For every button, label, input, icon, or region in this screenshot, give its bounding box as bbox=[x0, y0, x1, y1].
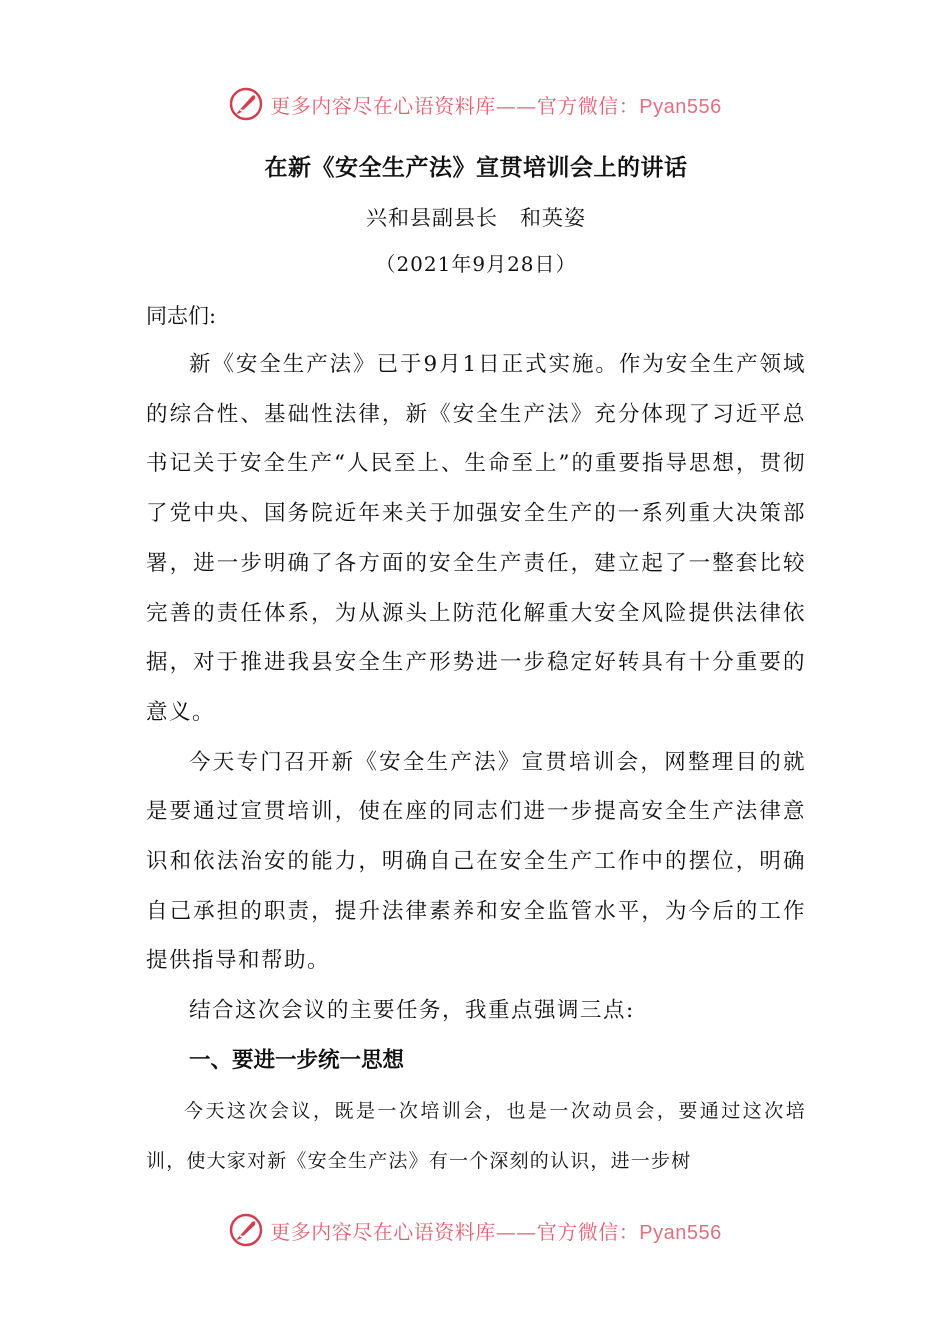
document-date: （2021年9月28日） bbox=[375, 252, 577, 276]
document-title: 在新《安全生产法》宣贯培训会上的讲话 bbox=[264, 154, 688, 181]
watermark-dash: —— bbox=[495, 93, 537, 118]
watermark-banner-bottom bbox=[0, 1212, 950, 1248]
watermark-wechat-id: Pyan556 bbox=[639, 95, 722, 118]
quill-logo-icon bbox=[228, 86, 264, 122]
watermark-wechat-label: 官方微信： bbox=[536, 93, 640, 118]
watermark-site-text: 更多内容尽在心语资料库 bbox=[270, 1219, 496, 1244]
watermark-banner-top bbox=[0, 86, 950, 122]
paragraph-1: 新《安全生产法》已于9月1日正式实施。作为安全生产领域的综合性、基础性法律，新《安全生产法》充分体现了习近平总书记关于安全生产“人民至上、生命至上”的重要指导思想，贯彻了党中央、国务院近年来关于加强安全生产的一系列重大决策部署，进一步明确了各方面的安全生产责任，建立起了一整套比较完善的责任体系，为从源头上防范化解重大安全风险提供法律依据，对于推进我县安全生产形势进一步稳定好转具有十分重要的意义。 bbox=[146, 352, 806, 725]
paragraph-2: 今天专门召开新《安全生产法》宣贯培训会，网整理目的就是要通过宣贯培训，使在座的同志们进一步提高安全生产法律意识和依法治安的能力，明确自己在安全生产工作中的摆位，明确自己承担的职责，提升法律素养和安全监管水平，为今后的工作提供指导和帮助。 bbox=[146, 749, 806, 974]
paragraph-4: 今天这次会议，既是一次培训会，也是一次动员会，要通过这次培训，使大家对新《安全生产法》有一个深刻的认识，进一步树 bbox=[146, 1099, 806, 1172]
watermark-site-text: 更多内容尽在心语资料库 bbox=[270, 93, 496, 118]
watermark-dash: —— bbox=[495, 1219, 537, 1244]
document-author: 兴和县副县长 和英姿 bbox=[366, 206, 586, 230]
watermark-wechat-id: Pyan556 bbox=[639, 1221, 722, 1244]
watermark-text bbox=[270, 90, 721, 119]
quill-logo-icon bbox=[228, 1212, 264, 1248]
watermark-text bbox=[270, 1216, 721, 1245]
document-body bbox=[146, 148, 806, 1186]
paragraph-3: 结合这次会议的主要任务，我重点强调三点: bbox=[189, 998, 635, 1024]
salutation: 同志们: bbox=[146, 304, 217, 328]
section-heading-1: 一、要进一步统一思想 bbox=[189, 1047, 405, 1073]
watermark-wechat-label: 官方微信： bbox=[536, 1219, 640, 1244]
